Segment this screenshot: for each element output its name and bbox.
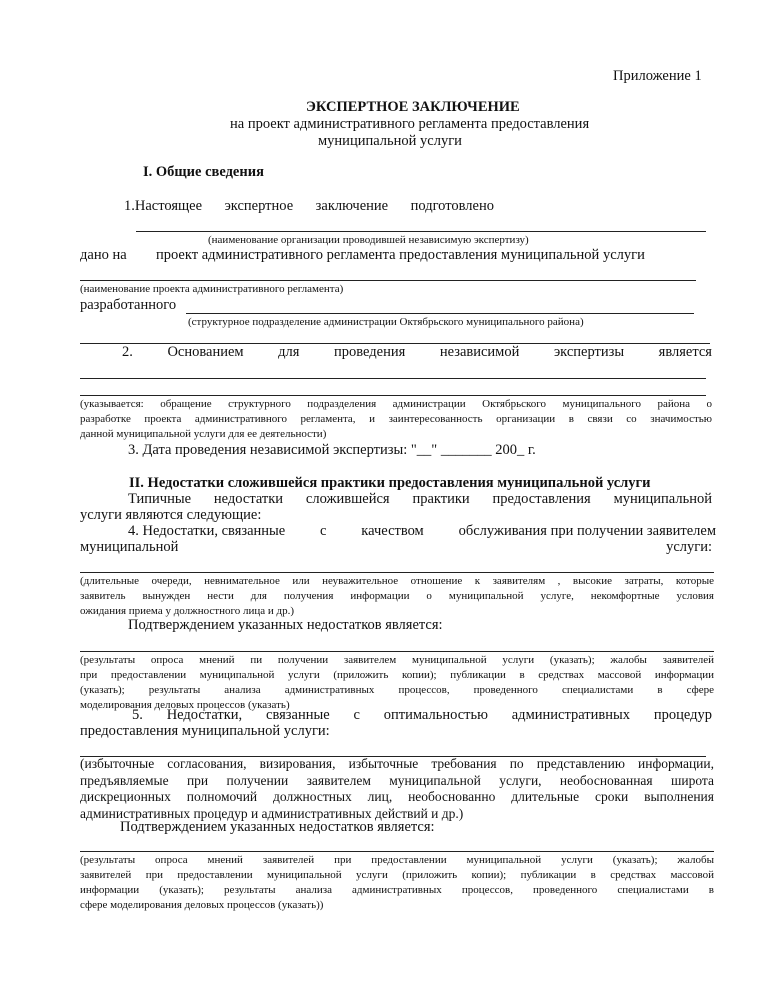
item5-word: административных <box>511 707 630 723</box>
item1-word: экспертное <box>224 198 294 214</box>
item2-word: для <box>278 344 300 360</box>
note-confirm-1 <box>80 653 714 713</box>
note-item4 <box>80 574 714 619</box>
note-item4-line: ожидания приема у должностного лица и др.) <box>80 605 295 617</box>
item4-text <box>128 524 716 539</box>
item2-word: независимой <box>439 344 520 360</box>
document-subtitle-line1: на проект административного регламента предоставления <box>230 116 590 132</box>
item4-right: услуги: <box>666 539 712 555</box>
item2-word: 2. <box>122 344 133 360</box>
section2-heading: II. Недостатки сложившейся практики предоставления муниципальной услуги <box>129 475 651 491</box>
developed-line <box>186 313 694 314</box>
item3-date: 3. Дата проведения независимой экспертизы: "__" _______ 200_ г. <box>128 442 536 458</box>
confirm-2-line <box>80 851 714 852</box>
item4-line <box>80 572 714 573</box>
intro-word: практики <box>412 491 470 507</box>
intro-word: предоставления <box>492 491 591 507</box>
item5-word: 5. <box>132 707 143 723</box>
given-on-label: дано на <box>80 247 127 263</box>
item1-word: подготовлено <box>410 198 494 214</box>
note-confirm-1-line: (результаты опроса мнений пи получении заявителем муниципальной услуги (указать); жалобы заявителей <box>80 654 714 666</box>
basis-line-2 <box>80 395 706 396</box>
note-item5-line: (избыточные согласования, визирования, избыточные требования по представлению информации, <box>80 756 714 771</box>
intro-word: недостатки <box>213 491 284 507</box>
note-confirm-2-line: сфере моделирования деловых процессов (указать)) <box>80 899 324 911</box>
org-name-line <box>136 231 706 232</box>
item4-left: муниципальной <box>80 539 179 555</box>
section1-heading: I. Общие сведения <box>143 164 264 180</box>
item5-word: с <box>353 707 360 723</box>
intro-word: сложившейся <box>305 491 390 507</box>
basis-line-1 <box>80 378 706 379</box>
item1-word: заключение <box>315 198 389 214</box>
note-item4-line: заявитель вынужден нести для получения информации о муниципальной услуге, некомфортные условия <box>80 590 714 602</box>
item5-word: процедур <box>653 707 712 723</box>
item5-text <box>132 708 712 723</box>
item2-word: экспертизы <box>553 344 625 360</box>
note-item5-line: административных процедур и административных действий и др.) <box>80 805 464 821</box>
note-basis <box>80 397 712 442</box>
note-item5 <box>80 756 714 822</box>
item5-word: связанные <box>266 707 330 723</box>
confirm-1-line <box>80 651 714 652</box>
item4-word: обслуживания при получении заявителем <box>458 523 716 539</box>
item4-word: с <box>320 523 327 539</box>
intro-word: муниципальной <box>613 491 712 507</box>
project-line: проект административного регламента предоставления муниципальной услуги <box>156 247 645 263</box>
item2-word: проведения <box>334 344 406 360</box>
note-confirm-1-line: (указать); результаты анализа административных процессов, проведенного специалистами в сфере <box>80 684 714 696</box>
item1-word: 1.Настоящее <box>124 198 203 214</box>
note-item5-line: предъявляемые при получении заявителем муниципальной услуги, необоснованная широта <box>80 772 714 788</box>
note-confirm-1-line: моделирования деловых процессов (указать) <box>80 699 290 711</box>
item2-word: Основанием <box>167 344 244 360</box>
project-name-line <box>80 280 696 281</box>
confirm-1: Подтверждением указанных недостатков является: <box>128 617 443 633</box>
item5-word: оптимальностью <box>383 707 488 723</box>
note-org: (наименование организации проводившей независимую экспертизу) <box>208 234 529 246</box>
note-confirm-2-line: (результаты опроса мнений заявителей при предоставлении муниципальной услуги (указать); жалобы <box>80 854 714 866</box>
note-item4-line: (длительные очереди, невнимательное или неуважительное отношение к заявителям , высокие затраты, которые <box>80 575 714 587</box>
intro-word: Типичные <box>128 491 192 507</box>
note-confirm-2-line: информации (указать); результаты анализа административных процессов, проведенного специалистами в <box>80 884 714 896</box>
note-dept: (структурное подразделение администрации Октябрьского муниципального района) <box>188 316 584 328</box>
item4-word: 4. Недостатки, связанные <box>128 523 286 539</box>
developed-label: разработанного <box>80 297 177 313</box>
confirm-2: Подтверждением указанных недостатков является: <box>120 819 435 835</box>
item2-word: является <box>658 344 712 360</box>
note-basis-line: (указывается: обращение структурного подразделения администрации Октябрьского муниципального района о <box>80 398 712 410</box>
item4-text-line2 <box>80 540 712 555</box>
item4-word: качеством <box>361 523 424 539</box>
item5-line2: предоставления муниципальной услуги: <box>80 723 330 739</box>
section2-intro <box>128 492 712 507</box>
note-confirm-2 <box>80 853 714 913</box>
note-confirm-2-line: заявителей при предоставлении муниципальной услуги (приложить копии); публикации в средствах массовой <box>80 869 714 881</box>
item2-text <box>122 345 712 360</box>
document-subtitle-line2: муниципальной услуги <box>318 133 462 149</box>
appendix-label: Приложение 1 <box>613 68 702 84</box>
document-title: ЭКСПЕРТНОЕ ЗАКЛЮЧЕНИЕ <box>306 99 520 115</box>
note-basis-line: данной муниципальной услуги для ее деятельности) <box>80 428 327 440</box>
item5-word: Недостатки, <box>166 707 243 723</box>
section2-intro-line2: услуги являются следующие: <box>80 507 262 523</box>
note-project: (наименование проекта административного регламента) <box>80 283 344 295</box>
note-confirm-1-line: при предоставлении муниципальной услуги (приложить копии); публикации в средствах массовой информации <box>80 669 714 681</box>
note-basis-line: разработке проекта административного регламента, и заинтересованность организации в связи со значимостью <box>80 413 712 425</box>
note-item5-line: дискреционных полномочий должностных лиц, необоснованно длительные сроки выполнения <box>80 789 714 804</box>
item1-text <box>124 199 494 214</box>
